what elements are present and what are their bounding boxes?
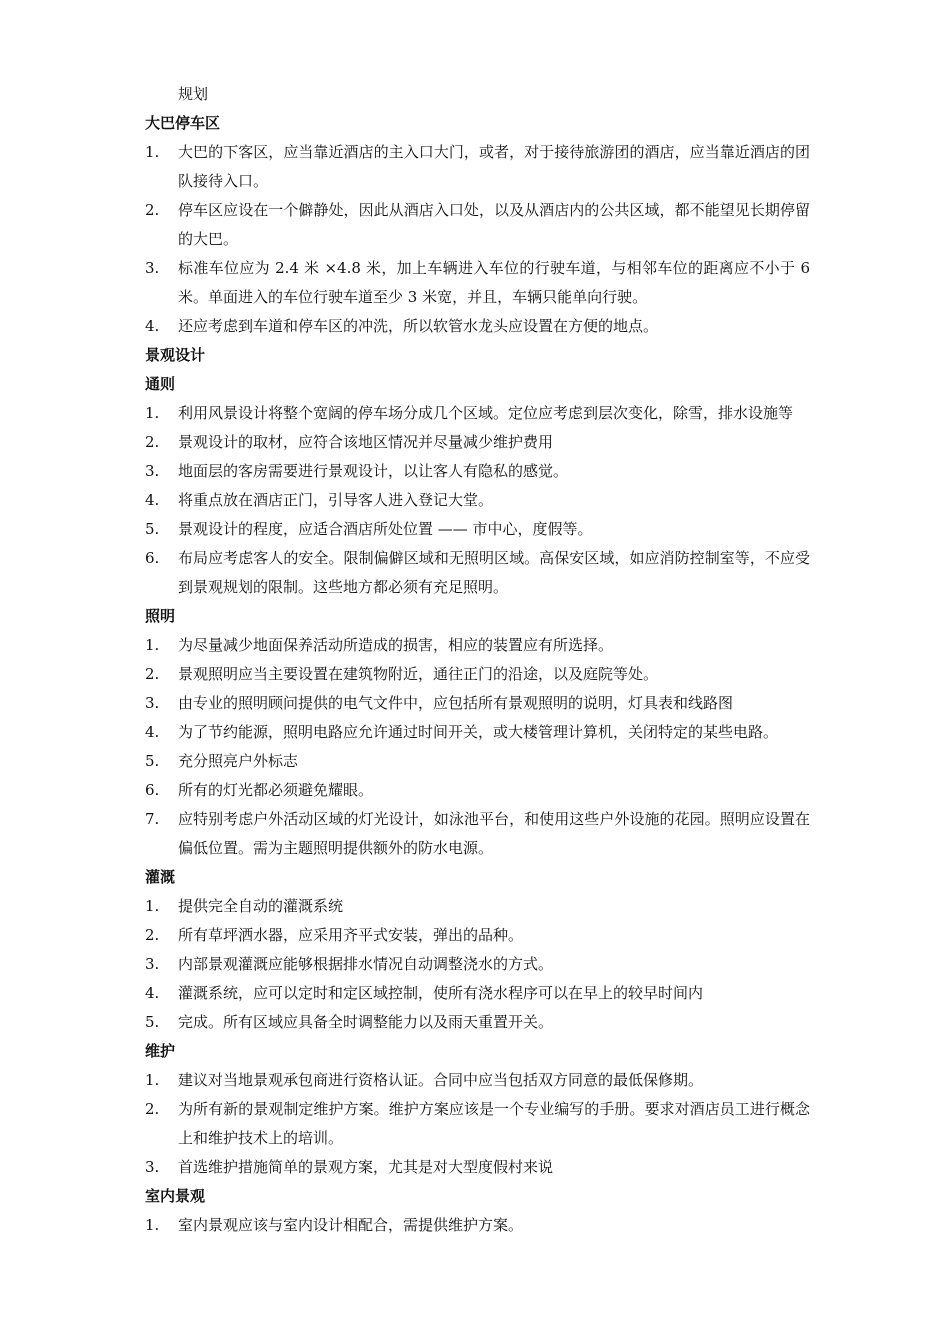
list-item xyxy=(145,747,810,776)
list-item-text: 灌溉系统，应可以定时和定区域控制，使所有浇水程序可以在早上的较早时间内 xyxy=(178,984,704,1002)
list-item-number: 2. xyxy=(145,201,160,219)
section-heading: 灌溉 xyxy=(145,868,176,886)
list-item-text: 完成。所有区域应具备全时调整能力以及雨天重置开关。 xyxy=(178,1013,554,1031)
list-item xyxy=(145,428,810,457)
list-item xyxy=(145,892,810,921)
list-item-text: 所有的灯光都必须避免耀眼。 xyxy=(178,781,374,799)
list-item-number: 6. xyxy=(145,781,160,799)
list-item-number: 7. xyxy=(145,810,160,828)
list-item-number: 5. xyxy=(145,1013,160,1031)
list-item-text: 标准车位应为 2.4 米 ×4.8 米，加上车辆进入车位的行驶车道，与相邻车位的距离应不小于 6 米。单面进入的车位行驶车道至少 3 米宽，并且，车辆只能单向行驶。 xyxy=(178,259,810,306)
list-item-number: 3. xyxy=(145,259,160,277)
list-item-text: 停车区应设在一个僻静处，因此从酒店入口处，以及从酒店内的公共区域，都不能望见长期停留的大巴。 xyxy=(178,201,810,248)
list-item-text: 景观设计的取材，应符合该地区情况并尽量减少维护费用 xyxy=(178,433,554,451)
list-item-number: 2. xyxy=(145,1100,160,1118)
numbered-list xyxy=(145,892,810,1037)
list-item-text: 为尽量减少地面保养活动所造成的损害，相应的装置应有所选择。 xyxy=(178,636,614,654)
list-item-text: 为所有新的景观制定维护方案。维护方案应该是一个专业编写的手册。要求对酒店员工进行概念上和维护技术上的培训。 xyxy=(178,1100,810,1147)
list-item xyxy=(145,718,810,747)
list-item-number: 6. xyxy=(145,549,160,567)
list-item-number: 2. xyxy=(145,926,160,944)
list-item-text: 室内景观应该与室内设计相配合，需提供维护方案。 xyxy=(178,1216,524,1234)
list-item xyxy=(145,660,810,689)
list-item xyxy=(145,196,810,254)
list-item xyxy=(145,1095,810,1153)
list-item xyxy=(145,312,810,341)
section-heading: 照明 xyxy=(145,607,176,625)
numbered-list xyxy=(145,631,810,863)
numbered-list xyxy=(145,1211,810,1240)
list-item-text: 所有草坪洒水器，应采用齐平式安装，弹出的品种。 xyxy=(178,926,524,944)
list-item-number: 5. xyxy=(145,520,160,538)
list-item xyxy=(145,1008,810,1037)
list-item-number: 1. xyxy=(145,897,160,915)
list-item-text: 景观照明应当主要设置在建筑物附近，通往正门的沿途，以及庭院等处。 xyxy=(178,665,659,683)
list-item-number: 1. xyxy=(145,404,160,422)
list-item-text: 布局应考虑客人的安全。限制偏僻区域和无照明区域。高保安区域，如应消防控制室等，不应受到景观规划的限制。这些地方都必须有充足照明。 xyxy=(178,549,810,596)
list-item-number: 2. xyxy=(145,665,160,683)
list-item-text: 景观设计的程度，应适合酒店所处位置 —— 市中心，度假等。 xyxy=(178,520,593,538)
list-item-text: 将重点放在酒店正门，引导客人进入登记大堂。 xyxy=(178,491,494,509)
section-heading: 室内景观 xyxy=(145,1187,206,1205)
list-item-text: 为了节约能源，照明电路应允许通过时间开关，或大楼管理计算机，关闭特定的某些电路。 xyxy=(178,723,779,741)
list-item-number: 1. xyxy=(145,1071,160,1089)
list-item-text: 由专业的照明顾问提供的电气文件中，应包括所有景观照明的说明，灯具表和线路图 xyxy=(178,694,734,712)
list-item xyxy=(145,457,810,486)
list-item xyxy=(145,486,810,515)
list-item xyxy=(145,1211,810,1240)
list-item xyxy=(145,138,810,196)
list-item-number: 4. xyxy=(145,317,160,335)
list-item-text: 地面层的客房需要进行景观设计，以让客人有隐私的感觉。 xyxy=(178,462,569,480)
numbered-list xyxy=(145,138,810,341)
list-item xyxy=(145,631,810,660)
list-item-number: 3. xyxy=(145,955,160,973)
list-item-text: 充分照亮户外标志 xyxy=(178,752,299,770)
list-item-number: 3. xyxy=(145,1158,160,1176)
section-heading: 通则 xyxy=(145,375,176,393)
list-item xyxy=(145,950,810,979)
list-item-text: 大巴的下客区，应当靠近酒店的主入口大门，或者，对于接待旅游团的酒店，应当靠近酒店的团队接待入口。 xyxy=(178,143,810,190)
list-item xyxy=(145,515,810,544)
list-item xyxy=(145,254,810,312)
numbered-list xyxy=(145,399,810,602)
document-sections xyxy=(145,109,810,1240)
list-item-number: 4. xyxy=(145,984,160,1002)
list-item-number: 3. xyxy=(145,694,160,712)
list-item-number: 5. xyxy=(145,752,160,770)
section-heading: 大巴停车区 xyxy=(145,114,221,132)
list-item-number: 4. xyxy=(145,723,160,741)
list-item-text: 利用风景设计将整个宽阔的停车场分成几个区域。定位应考虑到层次变化，除雪，排水设施等 xyxy=(178,404,794,422)
list-item xyxy=(145,544,810,602)
numbered-list xyxy=(145,1066,810,1182)
list-item-text: 建议对当地景观承包商进行资格认证。合同中应当包括双方同意的最低保修期。 xyxy=(178,1071,704,1089)
list-item xyxy=(145,979,810,1008)
list-item-number: 1. xyxy=(145,1216,160,1234)
continuation-text: 规划 xyxy=(178,85,209,103)
list-item xyxy=(145,805,810,863)
section-heading: 景观设计 xyxy=(145,346,206,364)
list-item xyxy=(145,399,810,428)
document-page xyxy=(145,80,810,1240)
list-item-number: 2. xyxy=(145,433,160,451)
list-item xyxy=(145,776,810,805)
list-item xyxy=(145,689,810,718)
list-item-number: 1. xyxy=(145,143,160,161)
list-item xyxy=(145,1153,810,1182)
list-item-text: 首选维护措施简单的景观方案，尤其是对大型度假村来说 xyxy=(178,1158,554,1176)
list-item-text: 还应考虑到车道和停车区的冲洗，所以软管水龙头应设置在方便的地点。 xyxy=(178,317,659,335)
list-item-number: 3. xyxy=(145,462,160,480)
list-item xyxy=(145,921,810,950)
list-item-number: 4. xyxy=(145,491,160,509)
list-item-number: 1. xyxy=(145,636,160,654)
list-item-text: 应特别考虑户外活动区域的灯光设计，如泳池平台，和使用这些户外设施的花园。照明应设置在偏低位置。需为主题照明提供额外的防水电源。 xyxy=(178,810,810,857)
list-item-text: 内部景观灌溉应能够根据排水情况自动调整浇水的方式。 xyxy=(178,955,554,973)
list-item-text: 提供完全自动的灌溉系统 xyxy=(178,897,344,915)
list-item xyxy=(145,1066,810,1095)
section-heading: 维护 xyxy=(145,1042,176,1060)
